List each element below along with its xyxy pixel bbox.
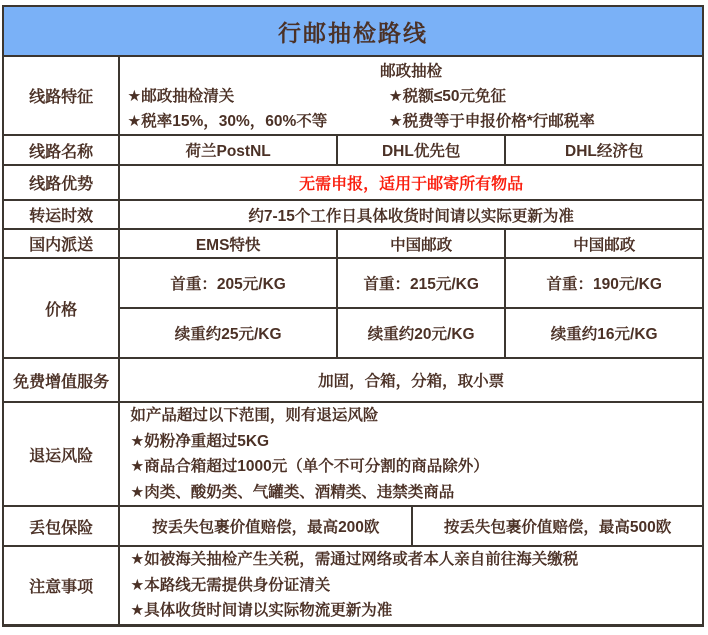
risk-line: ★奶粉净重超过5KG	[130, 432, 270, 450]
feature-item: ★邮政抽检清关	[127, 88, 235, 105]
advantage-text: 无需申报，适用于邮寄所有物品	[119, 165, 703, 200]
price-additional-cell: 续重约16元/KG	[505, 308, 703, 358]
price-first-cell: 首重：190元/KG	[505, 258, 703, 308]
table-header-row	[3, 6, 703, 56]
note-line: ★如被海关抽检产生关税，需通过网络或者本人亲自前往海关缴税	[130, 551, 579, 568]
row-label-risk: 退运风险	[3, 402, 119, 506]
row-transit-time	[3, 200, 703, 229]
features-items	[120, 84, 702, 134]
row-line-advantage	[3, 165, 703, 200]
price-first-cell: 首重：215元/KG	[337, 258, 505, 308]
row-line-names	[3, 135, 703, 165]
row-label-services: 免费增值服务	[3, 358, 119, 402]
row-label-features: 线路特征	[3, 56, 119, 135]
price-first-cell: 首重：205元/KG	[119, 258, 337, 308]
route-name-cell: DHL经济包	[505, 135, 703, 165]
domestic-cell: 中国邮政	[337, 229, 505, 258]
feature-item: ★税额≤50元免征	[388, 88, 506, 105]
row-label-insurance: 丢包保险	[3, 506, 119, 546]
row-return-risk	[3, 402, 703, 506]
features-heading: 邮政抽检	[380, 63, 443, 80]
row-notes	[3, 546, 703, 625]
row-label-transit: 转运时效	[3, 200, 119, 229]
row-label-names: 线路名称	[3, 135, 119, 165]
services-text: 加固，合箱，分箱，取小票	[119, 358, 703, 402]
price-additional-cell: 续重约20元/KG	[337, 308, 505, 358]
risk-line: ★肉类、酸奶类、气罐类、酒精类、违禁类商品	[130, 483, 455, 501]
row-domestic-delivery	[3, 229, 703, 258]
notes-cell	[119, 546, 703, 625]
row-price-first-weight	[3, 258, 703, 308]
domestic-cell: EMS特快	[119, 229, 337, 258]
row-label-advantage: 线路优势	[3, 165, 119, 200]
route-name-cell: DHL优先包	[337, 135, 505, 165]
insurance-left: 按丢失包裹价值赔偿，最高200欧	[152, 519, 380, 536]
insurance-right: 按丢失包裹价值赔偿，最高500欧	[411, 507, 702, 545]
page-title: 行邮抽检路线	[3, 6, 703, 56]
shipping-route-table	[2, 5, 704, 627]
row-line-features	[3, 56, 703, 135]
price-additional-cell: 续重约25元/KG	[119, 308, 337, 358]
note-line: ★本路线无需提供身份证清关	[130, 576, 331, 594]
note-line: ★具体收货时间请以实际物流更新为准	[130, 602, 393, 619]
row-loss-insurance	[3, 506, 703, 546]
insurance-cell	[119, 506, 703, 546]
feature-item: ★税率15%，30%，60%不等	[127, 113, 328, 130]
risk-line: ★商品合箱超过1000元（单个不可分割的商品除外）	[130, 458, 489, 475]
risk-line: 如产品超过以下范围，则有退运风险	[130, 407, 379, 424]
row-label-price: 价格	[3, 258, 119, 358]
row-free-services	[3, 358, 703, 402]
row-label-notes: 注意事项	[3, 546, 119, 625]
risk-cell	[119, 402, 703, 506]
route-name-cell: 荷兰PostNL	[119, 135, 337, 165]
transit-text: 约7-15个工作日具体收货时间请以实际更新为准	[119, 200, 703, 229]
row-label-domestic: 国内派送	[3, 229, 119, 258]
domestic-cell: 中国邮政	[505, 229, 703, 258]
feature-item: ★税费等于申报价格*行邮税率	[388, 113, 595, 130]
features-cell	[119, 56, 703, 135]
